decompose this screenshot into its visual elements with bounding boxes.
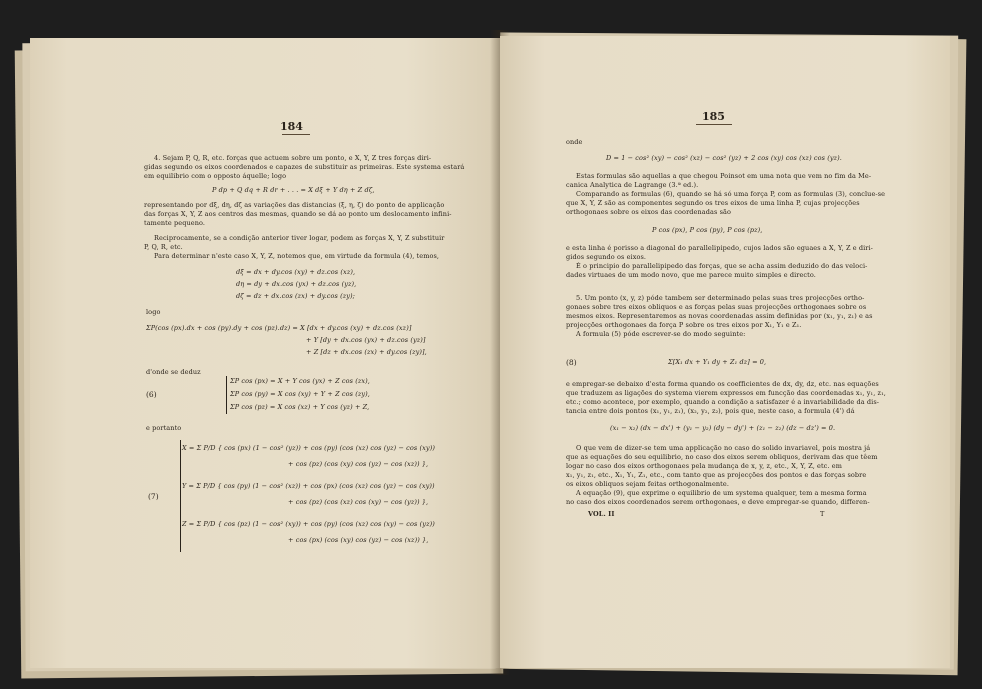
equation: ΣP(cos (px).dx + cos (py).dy + cos (pz).dz) = X [dx + dy.cos (xy) + dz.cos (xz)] <box>146 324 412 332</box>
text-line: P, Q, R, etc. <box>144 243 183 251</box>
text-line: gonaes sobre tres eixos obliquos e as forças pelas suas projecções orthogonaes sobre os <box>566 303 867 311</box>
equation-label: (7) <box>148 492 159 501</box>
text-line: d'onde se deduz <box>146 368 201 376</box>
text-line: que as equações do seu equilibrio, no caso dos eixos serem obliquos, derivam das que têem <box>566 453 878 461</box>
text-line: gidas segundo os eixos coordenados e capazes de substituir as primeiras. Este systema estará <box>144 163 465 171</box>
left-page <box>30 38 500 668</box>
text-line: 5. Um ponto (x, y, z) póde tambem ser determinado pelas suas tres projecções ortho- <box>576 294 865 302</box>
equation-label: (6) <box>146 390 157 399</box>
text-line: e empregar-se debaixo d'esta forma quando os coefficientes de dx, dy, dz, etc. nas equações <box>566 380 879 388</box>
page-number-rule-right <box>696 124 732 125</box>
text-line: em equilibrio com o opposto áquelle; logo <box>144 172 287 180</box>
text-line: Para determinar n'este caso X, Y, Z, notemos que, em virtude da formula (4), temos, <box>154 252 440 260</box>
text-line: gidos segundo os eixos. <box>566 253 647 261</box>
equation: dη = dy + dx.cos (yx) + dz.cos (yz), <box>236 280 357 288</box>
equation: + cos (pz) (cos (xy) cos (yz) − cos (xz)) }, <box>288 460 429 468</box>
footer-signature: T <box>820 510 825 518</box>
text-line: logo <box>146 308 161 316</box>
text-line: que traduzem as ligações do systema vierem expressos em funcção das coordenadas x₁, y₁, z₁, <box>566 389 886 397</box>
text-line: e portanto <box>146 424 182 432</box>
text-line: no caso dos eixos coordenados serem orthogonaes, e deve empregar-se quando, differen- <box>566 498 870 506</box>
equation-label: (8) <box>566 358 577 367</box>
text-line: logar no caso dos eixos orthogonaes pela mudança de x, y, z, etc., X, Y, Z, etc. em <box>566 462 842 470</box>
text-line: Reciprocamente, se a condição anterior tiver logar, podem as forças X, Y, Z substituir <box>154 234 445 242</box>
text-line: x₁, y₁, z₁, etc., X₁, Y₁, Z₁, etc., com tanto que as projecções dos pontos e das forças sobre <box>566 471 867 479</box>
equation: dζ = dz + dx.cos (zx) + dy.cos (zy); <box>236 292 355 300</box>
text-line: etc.; como acontece, por exemplo, quando a condição a satisfazer é a invariabilidade da dis- <box>566 398 880 406</box>
equation: P cos (px), P cos (py), P cos (pz), <box>652 226 763 234</box>
text-line: O que vem de dizer-se tem uma applicação no caso do solido invariavel, pois mostra já <box>576 444 871 452</box>
equation: Z = Σ P/D { cos (pz) (1 − cos² (xy)) + cos (py) (cos (xz) cos (xy) − cos (yz)) <box>182 520 435 528</box>
page-number-right: 185 <box>702 110 725 123</box>
text-line: dades virtuaes de um modo novo, que me parece muito simples e directo. <box>566 271 816 279</box>
equation: Σ[X₁ dx + Y₁ dy + Z₁ dz] = 0, <box>668 358 767 366</box>
equation: ΣP cos (pz) = X cos (xz) + Y cos (yz) + Z, <box>230 403 370 411</box>
brace <box>226 376 227 414</box>
brace <box>180 440 181 552</box>
equation: + Y [dy + dx.cos (yx) + dz.cos (yz)] <box>306 336 426 344</box>
page-number-rule-left <box>282 134 310 135</box>
equation: + cos (pz) (cos (xz) cos (xy) − cos (yz)) }, <box>288 498 429 506</box>
equation: X = Σ P/D { cos (px) (1 − cos² (yz)) + cos (py) (cos (xz) cos (yz) − cos (xy)) <box>182 444 435 452</box>
equation: P dp + Q dq + R dr + . . . = X dξ + Y dη + Z dζ, <box>212 186 375 194</box>
text-line: orthogonaes sobre os eixos das coordenadas são <box>566 208 732 216</box>
page-number-left: 184 <box>280 120 303 133</box>
text-line: A formula (5) póde escrever-se do modo seguinte: <box>576 330 746 338</box>
equation: ΣP cos (px) = X + Y cos (yx) + Z cos (zx), <box>230 377 370 385</box>
text-line: canica Analytica de Lagrange (3.ª ed.). <box>566 181 699 189</box>
equation: D = 1 − cos² (xy) − cos² (xz) − cos² (yz) + 2 cos (xy) cos (xz) cos (yz). <box>606 154 842 162</box>
text-line: Estas formulas são aquellas a que chegou Poinsot em uma nota que vem no fim da Me- <box>576 172 872 180</box>
equation: Y = Σ P/D { cos (py) (1 − cos² (xz)) + cos (px) (cos (xz) cos (yz) − cos (xy)) <box>182 482 435 490</box>
footer-volume: VOL. II <box>588 510 615 518</box>
text-line: onde <box>566 138 583 146</box>
text-line: mesmos eixos. Representaremos as novas coordenadas assim definidas por (x₁, y₁, z₁) e as <box>566 312 873 320</box>
text-line: projecções orthogonaes da força P sobre os tres eixos por X₁, Y₁ e Z₁. <box>566 321 802 329</box>
text-line: e esta linha é porisso a diagonal do parallelipipedo, cujos lados são eguaes a X, Y, Z e diri- <box>566 244 873 252</box>
right-page <box>500 36 950 668</box>
equation: (x₁ − x₂) (dx − dx') + (y₁ − y₂) (dy − dy') + (z₁ − z₂) (dz − dz') = 0. <box>610 424 836 432</box>
text-line: Comparando as formulas (6), quando se há só uma força P, com as formulas (3), conclue-se <box>576 190 886 198</box>
text-line: das forças X, Y, Z aos centros das mesmas, quando se dá ao ponto um deslocamento infini- <box>144 210 452 218</box>
equation: dξ = dx + dy.cos (xy) + dz.cos (xz), <box>236 268 356 276</box>
equation: ΣP cos (py) = X cos (xy) + Y + Z cos (zy), <box>230 390 370 398</box>
equation: + Z [dz + dx.cos (zx) + dy.cos (zy)], <box>306 348 427 356</box>
text-line: que X, Y, Z são as componentes segundo os tres eixos de uma linha P, cujas projecções <box>566 199 860 207</box>
text-line: representando por dξ, dη, dζ as variações das distancias (ξ, η, ζ) do ponto de applicação <box>144 201 445 209</box>
text-line: tamente pequeno. <box>144 219 206 227</box>
text-line: É o principio do parallelipipedo das forças, que se acha assim deduzido do das veloci- <box>576 262 868 270</box>
equation: + cos (px) (cos (xy) cos (yz) − cos (xz)) }, <box>288 536 429 544</box>
text-line: os eixos obliquos sejam feitas orthogonalmente. <box>566 480 730 488</box>
text-line: tancia entre dois pontos (x₁, y₁, z₁), (x₂, y₂, z₂), pois que, neste caso, a formula (4') dá <box>566 407 855 415</box>
text-line: A equação (9), que exprime o equilibrio de um systema qualquer, tem a mesma forma <box>576 489 867 497</box>
text-line: 4. Sejam P, Q, R, etc. forças que actuem sobre um ponto, e X, Y, Z tres forças diri- <box>154 154 432 162</box>
